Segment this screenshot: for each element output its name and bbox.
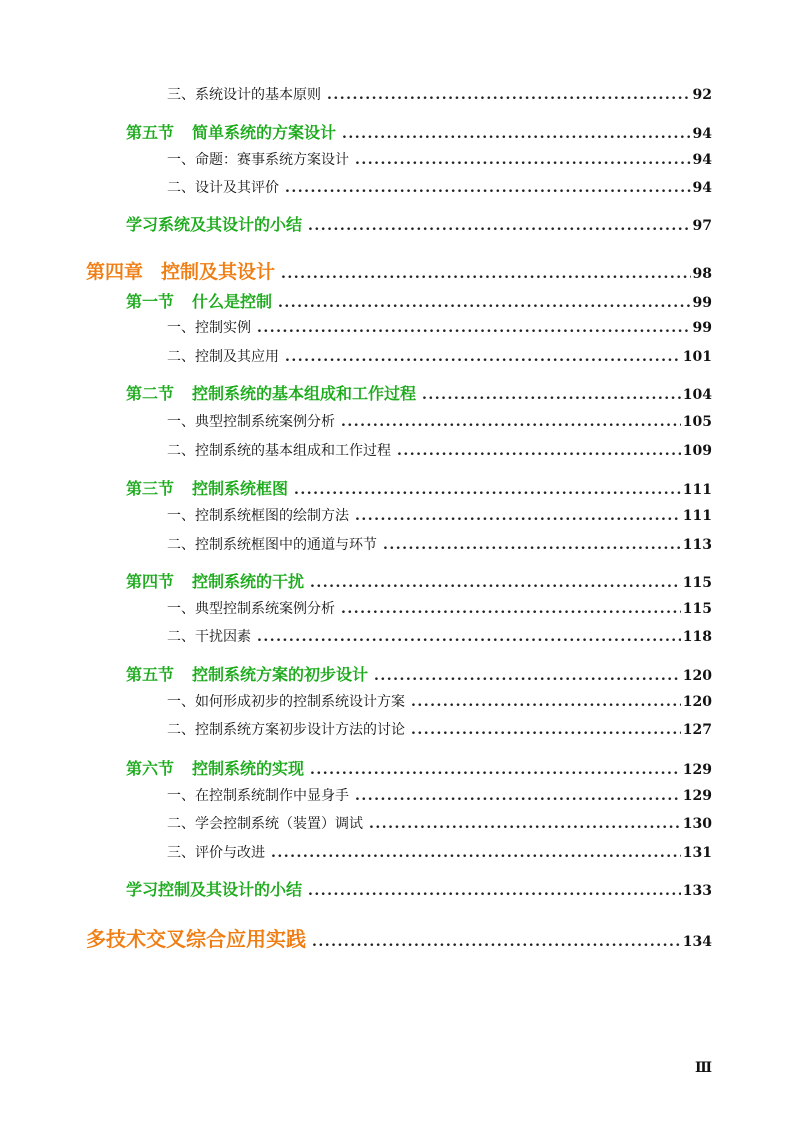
dot-leader bbox=[397, 443, 681, 459]
toc-entry-title: 二、控制及其应用 bbox=[167, 349, 279, 365]
dot-leader bbox=[271, 845, 681, 861]
dot-leader bbox=[341, 414, 681, 430]
toc-entry-page: 111 bbox=[682, 482, 712, 498]
section-number: 第三节 bbox=[126, 479, 175, 498]
toc-entry-title: 二、干扰因素 bbox=[167, 629, 251, 645]
section-title: 控制系统的实现 bbox=[192, 759, 305, 778]
toc-entry-title: 二、学会控制系统（装置）调试 bbox=[167, 816, 363, 832]
toc-entry-title: 三、评价与改进 bbox=[167, 845, 265, 861]
page-number: Ⅲ bbox=[694, 1060, 712, 1076]
dot-leader bbox=[294, 482, 681, 498]
toc-entry-page: 92 bbox=[692, 87, 712, 103]
section-number: 第四节 bbox=[126, 572, 175, 591]
toc-entry-page: 111 bbox=[682, 508, 712, 524]
chapter-number: 第四章 bbox=[86, 261, 144, 283]
toc-entry[interactable] bbox=[167, 813, 712, 833]
dot-leader bbox=[312, 934, 681, 950]
dot-leader bbox=[342, 126, 690, 142]
dot-leader bbox=[310, 575, 681, 591]
section-number: 第六节 bbox=[126, 759, 175, 778]
toc-entry-page: 94 bbox=[692, 152, 712, 168]
dot-leader bbox=[369, 816, 681, 832]
toc-entry-title: 学习系统及其设计的小结 bbox=[126, 215, 303, 234]
toc-entry[interactable] bbox=[167, 534, 712, 554]
toc-entry-title bbox=[126, 662, 368, 685]
section-title: 什么是控制 bbox=[192, 292, 273, 311]
toc-entry-page: 99 bbox=[692, 295, 712, 311]
dot-leader bbox=[422, 387, 681, 403]
section-title: 控制系统的基本组成和工作过程 bbox=[192, 384, 417, 403]
toc-entry-page: 99 bbox=[692, 320, 712, 336]
dot-leader bbox=[257, 629, 681, 645]
dot-leader bbox=[308, 883, 681, 899]
toc-entry[interactable] bbox=[167, 411, 712, 431]
toc-entry-title: 一、典型控制系统案例分析 bbox=[167, 601, 335, 617]
toc-entry-page: 113 bbox=[682, 537, 712, 553]
toc-entry-page: 97 bbox=[692, 218, 712, 234]
section-number: 第一节 bbox=[126, 292, 175, 311]
toc-entry-title bbox=[126, 289, 272, 312]
dot-leader bbox=[310, 762, 681, 778]
toc-entry[interactable] bbox=[167, 177, 712, 197]
toc-entry[interactable] bbox=[126, 756, 712, 779]
toc-entry-title: 多技术交叉综合应用实践 bbox=[86, 927, 306, 951]
dot-leader bbox=[308, 218, 691, 234]
toc-entry-page: 115 bbox=[682, 575, 712, 591]
toc-entry[interactable] bbox=[126, 877, 712, 900]
section-title: 控制系统框图 bbox=[192, 479, 289, 498]
toc-entry-title: 一、在控制系统制作中显身手 bbox=[167, 788, 349, 804]
dot-leader bbox=[257, 320, 691, 336]
dot-leader bbox=[278, 295, 690, 311]
toc-entry[interactable] bbox=[167, 346, 712, 366]
toc-entry[interactable] bbox=[167, 626, 712, 646]
toc-entry-title: 二、控制系统的基本组成和工作过程 bbox=[167, 443, 391, 459]
section-number: 第五节 bbox=[126, 665, 175, 684]
toc-entry[interactable] bbox=[167, 505, 712, 525]
toc-entry[interactable] bbox=[126, 212, 712, 235]
toc-entry-page: 118 bbox=[682, 629, 712, 645]
toc-entry[interactable] bbox=[86, 923, 712, 952]
toc-entry-title: 二、控制系统框图中的通道与环节 bbox=[167, 537, 377, 553]
toc-entry-title: 一、典型控制系统案例分析 bbox=[167, 414, 335, 430]
toc-entry-page: 104 bbox=[682, 387, 712, 403]
toc-entry-page: 98 bbox=[692, 266, 712, 282]
toc-entry-page: 130 bbox=[682, 816, 712, 832]
toc-entry-page: 134 bbox=[682, 934, 712, 950]
toc-entry-page: 105 bbox=[682, 414, 712, 430]
toc-entry-title: 一、控制系统框图的绘制方法 bbox=[167, 508, 349, 524]
toc-entry-page: 109 bbox=[682, 443, 712, 459]
toc-entry-page: 120 bbox=[682, 668, 712, 684]
toc-entry-title bbox=[126, 756, 304, 779]
toc-entry-title: 二、控制系统方案初步设计方法的讨论 bbox=[167, 722, 405, 738]
dot-leader bbox=[355, 508, 681, 524]
toc-entry[interactable] bbox=[126, 476, 712, 499]
toc-entry-page: 101 bbox=[682, 349, 712, 365]
section-number: 第五节 bbox=[126, 123, 175, 142]
toc-entry-title: 三、系统设计的基本原则 bbox=[167, 87, 321, 103]
section-title: 简单系统的方案设计 bbox=[192, 123, 337, 142]
section-number: 第二节 bbox=[126, 384, 175, 403]
toc-entry[interactable] bbox=[167, 691, 712, 711]
toc-entry-title: 一、命题：赛事系统方案设计 bbox=[167, 152, 349, 168]
dot-leader bbox=[327, 87, 691, 103]
dot-leader bbox=[411, 694, 681, 710]
toc-entry[interactable] bbox=[126, 120, 712, 143]
dot-leader bbox=[355, 152, 691, 168]
toc-entry[interactable] bbox=[126, 569, 712, 592]
toc-entry[interactable] bbox=[167, 598, 712, 618]
toc-entry-page: 129 bbox=[682, 762, 712, 778]
toc-entry[interactable] bbox=[167, 317, 712, 337]
section-title: 控制系统的干扰 bbox=[192, 572, 305, 591]
toc-entry[interactable] bbox=[86, 257, 712, 284]
toc-entry-title: 学习控制及其设计的小结 bbox=[126, 880, 303, 899]
dot-leader bbox=[411, 722, 681, 738]
dot-leader bbox=[341, 601, 681, 617]
toc-entry-page: 115 bbox=[682, 601, 712, 617]
toc-entry-title bbox=[126, 476, 288, 499]
toc-entry[interactable] bbox=[167, 719, 712, 739]
toc-entry[interactable] bbox=[167, 842, 712, 862]
toc-entry-title bbox=[86, 257, 275, 284]
dot-leader bbox=[285, 349, 681, 365]
chapter-title: 控制及其设计 bbox=[161, 261, 276, 283]
toc-entry-title bbox=[126, 120, 336, 143]
toc-entry[interactable] bbox=[167, 785, 712, 805]
toc-entry[interactable] bbox=[167, 149, 712, 169]
toc-entry[interactable] bbox=[167, 84, 712, 104]
dot-leader bbox=[285, 180, 691, 196]
toc-entry-page: 94 bbox=[692, 180, 712, 196]
toc-entry-page: 129 bbox=[682, 788, 712, 804]
toc-entry[interactable] bbox=[126, 381, 712, 404]
toc-entry-title: 一、控制实例 bbox=[167, 320, 251, 336]
toc-entry-title bbox=[126, 569, 304, 592]
dot-leader bbox=[383, 537, 681, 553]
toc-entry-title: 二、设计及其评价 bbox=[167, 180, 279, 196]
dot-leader bbox=[355, 788, 681, 804]
toc-entry-page: 94 bbox=[692, 126, 712, 142]
dot-leader bbox=[374, 668, 681, 684]
toc-entry[interactable] bbox=[167, 440, 712, 460]
section-title: 控制系统方案的初步设计 bbox=[192, 665, 369, 684]
toc-entry[interactable] bbox=[126, 289, 712, 312]
toc-entry-page: 131 bbox=[682, 845, 712, 861]
toc-entry-title bbox=[126, 381, 416, 404]
toc-entry[interactable] bbox=[126, 662, 712, 685]
toc-entry-page: 127 bbox=[682, 722, 712, 738]
toc-entry-title: 一、如何形成初步的控制系统设计方案 bbox=[167, 694, 405, 710]
toc-entry-page: 120 bbox=[682, 694, 712, 710]
toc-entry-page: 133 bbox=[682, 883, 712, 899]
dot-leader bbox=[281, 266, 690, 282]
